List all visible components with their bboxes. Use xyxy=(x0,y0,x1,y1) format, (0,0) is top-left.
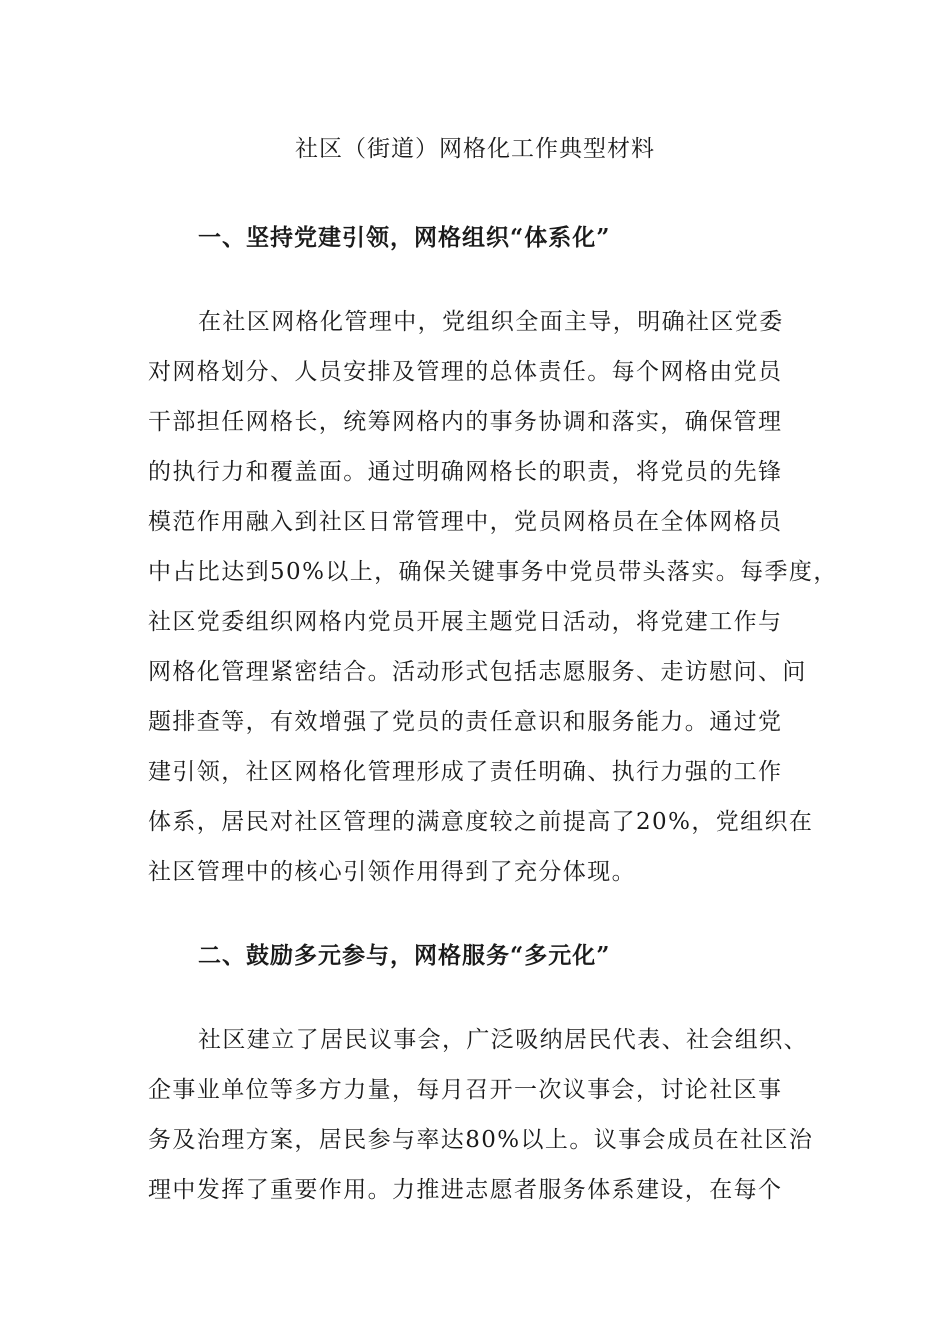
paragraph-line: 对网格划分、人员安排及管理的总体责任。每个网格由党员 xyxy=(148,359,783,385)
paragraph-line: 社区党委组织网格内党员开展主题党日活动，将党建工作与 xyxy=(148,609,783,635)
paragraph-line: 模范作用融入到社区日常管理中，党员网格员在全体网格员 xyxy=(148,509,783,535)
paragraph-line: 社区管理中的核心引领作用得到了充分体现。 xyxy=(148,859,636,885)
paragraph-line: 体系，居民对社区管理的满意度较之前提高了20%，党组织在 xyxy=(148,809,814,835)
section-heading-2: 二、鼓励多元参与，网格服务“多元化” xyxy=(198,942,611,969)
paragraph-line: 网格化管理紧密结合。活动形式包括志愿服务、走访慰问、问 xyxy=(148,659,807,685)
section-2-paragraph xyxy=(148,1015,824,1215)
paragraph-line: 中占比达到50%以上，确保关键事务中党员带头落实。每季度， xyxy=(148,559,838,585)
paragraph-line: 的执行力和覆盖面。通过明确网格长的职责，将党员的先锋 xyxy=(148,459,783,485)
section-1-paragraph xyxy=(148,297,838,897)
paragraph-line: 在社区网格化管理中，党组织全面主导，明确社区党委 xyxy=(198,309,784,335)
paragraph-line: 企事业单位等多方力量，每月召开一次议事会，讨论社区事 xyxy=(148,1077,783,1103)
paragraph-line: 题排查等，有效增强了党员的责任意识和服务能力。通过党 xyxy=(148,709,783,735)
paragraph-line: 理中发挥了重要作用。力推进志愿者服务体系建设，在每个 xyxy=(148,1177,783,1203)
section-heading-1: 一、坚持党建引领，网格组织“体系化” xyxy=(198,224,611,251)
paragraph-line: 建引领，社区网格化管理形成了责任明确、执行力强的工作 xyxy=(148,759,783,785)
document-title: 社区（街道）网格化工作典型材料 xyxy=(295,136,655,162)
paragraph-line: 务及治理方案，居民参与率达80%以上。议事会成员在社区治 xyxy=(148,1127,814,1153)
paragraph-line: 干部担任网格长，统筹网格内的事务协调和落实，确保管理 xyxy=(148,409,783,435)
paragraph-line: 社区建立了居民议事会，广泛吸纳居民代表、社会组织、 xyxy=(198,1027,808,1053)
